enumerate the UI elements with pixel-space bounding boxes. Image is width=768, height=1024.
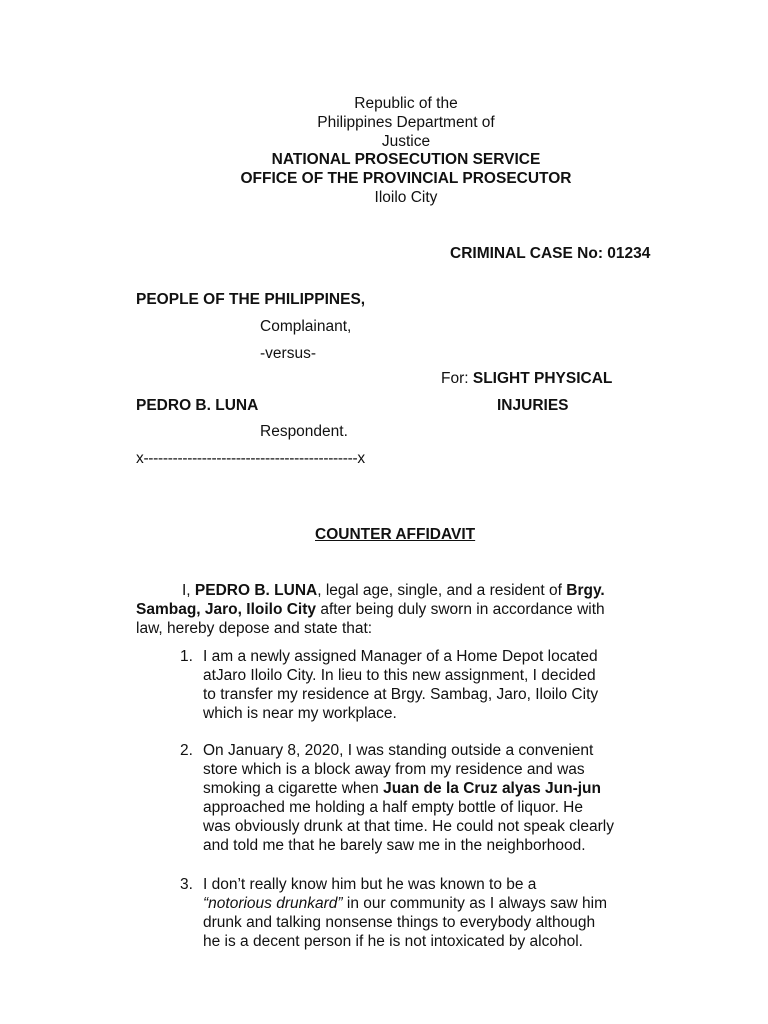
intro-line-2: Sambag, Jaro, Iloilo City after being duly sworn in accordance with	[136, 601, 605, 618]
intro-line-3: law, hereby depose and state that:	[136, 620, 373, 637]
affiant-address-part-2: Sambag, Jaro, Iloilo City	[136, 601, 317, 618]
charge-for-label: For:	[441, 370, 469, 387]
quoted-phrase: “notorious drunkard”	[203, 895, 343, 912]
charge-line-2: INJURIES	[497, 397, 569, 414]
affiant-name: PEDRO B. LUNA	[194, 582, 318, 599]
intro-paragraph	[136, 581, 676, 638]
charge-for	[441, 369, 612, 388]
item-text	[203, 875, 683, 951]
header-provincial-office: OFFICE OF THE PROVINCIAL PROSECUTOR	[240, 170, 572, 187]
complainant-name: PEOPLE OF THE PHILIPPINES,	[136, 291, 366, 308]
intro-line-1: I, PEDRO B. LUNA, legal age, single, and a resident of Brgy.	[182, 582, 605, 599]
item-2-line: On January 8, 2020, I was standing outside a convenient	[203, 742, 594, 759]
item-2-line: was obviously drunk at that time. He could not speak clearly	[203, 818, 614, 835]
item-1-line: to transfer my residence at Brgy. Sambag, Jaro, Iloilo City	[203, 686, 599, 703]
item-3-line: he is a decent person if he is not intoxicated by alcohol.	[203, 933, 583, 950]
header-department: Philippines Department of	[317, 114, 495, 131]
affiant-address-part-1: Brgy.	[566, 582, 605, 599]
item-3-line: “notorious drunkard” in our community as I always saw him	[203, 895, 608, 912]
item-1-line: atJaro Iloilo City. In lieu to this new assignment, I decided	[203, 667, 596, 684]
item-2-line: and told me that he barely saw me in the neighborhood.	[203, 837, 586, 854]
item-text	[203, 741, 683, 855]
header-republic: Republic of the	[354, 95, 458, 112]
complainant-role: Complainant,	[260, 318, 352, 335]
item-number: 3.	[180, 876, 193, 893]
header-justice: Justice	[381, 133, 431, 150]
item-3-line: drunk and talking nonsense things to everybody although	[203, 914, 596, 931]
item-number: 1.	[180, 648, 193, 665]
item-2-line: store which is a block away from my residence and was	[203, 761, 585, 778]
document-title: COUNTER AFFIDAVIT	[315, 526, 476, 543]
item-3-line: I don’t really know him but he was known to be a	[203, 876, 537, 893]
caption-separator: x--------------------------------------------x	[136, 450, 365, 467]
charge-line-1: SLIGHT PHYSICAL	[472, 370, 613, 387]
item-1-line: which is near my workplace.	[203, 705, 397, 722]
item-number: 2.	[180, 742, 193, 759]
item-2-line: approached me holding a half empty bottle of liquor. He	[203, 799, 583, 816]
versus-label: -versus-	[260, 345, 316, 362]
respondent-role: Respondent.	[260, 423, 348, 440]
header-prosecution-service: NATIONAL PROSECUTION SERVICE	[271, 151, 541, 168]
item-text	[203, 647, 683, 723]
header-city: Iloilo City	[374, 189, 438, 206]
person-name-juan: Juan de la Cruz alyas Jun-jun	[383, 780, 601, 797]
item-2-line: smoking a cigarette when Juan de la Cruz alyas Jun-jun	[203, 780, 601, 797]
criminal-case-number: CRIMINAL CASE No: 01234	[450, 245, 651, 262]
item-1-line: I am a newly assigned Manager of a Home Depot located	[203, 648, 598, 665]
respondent-name: PEDRO B. LUNA	[136, 397, 259, 414]
